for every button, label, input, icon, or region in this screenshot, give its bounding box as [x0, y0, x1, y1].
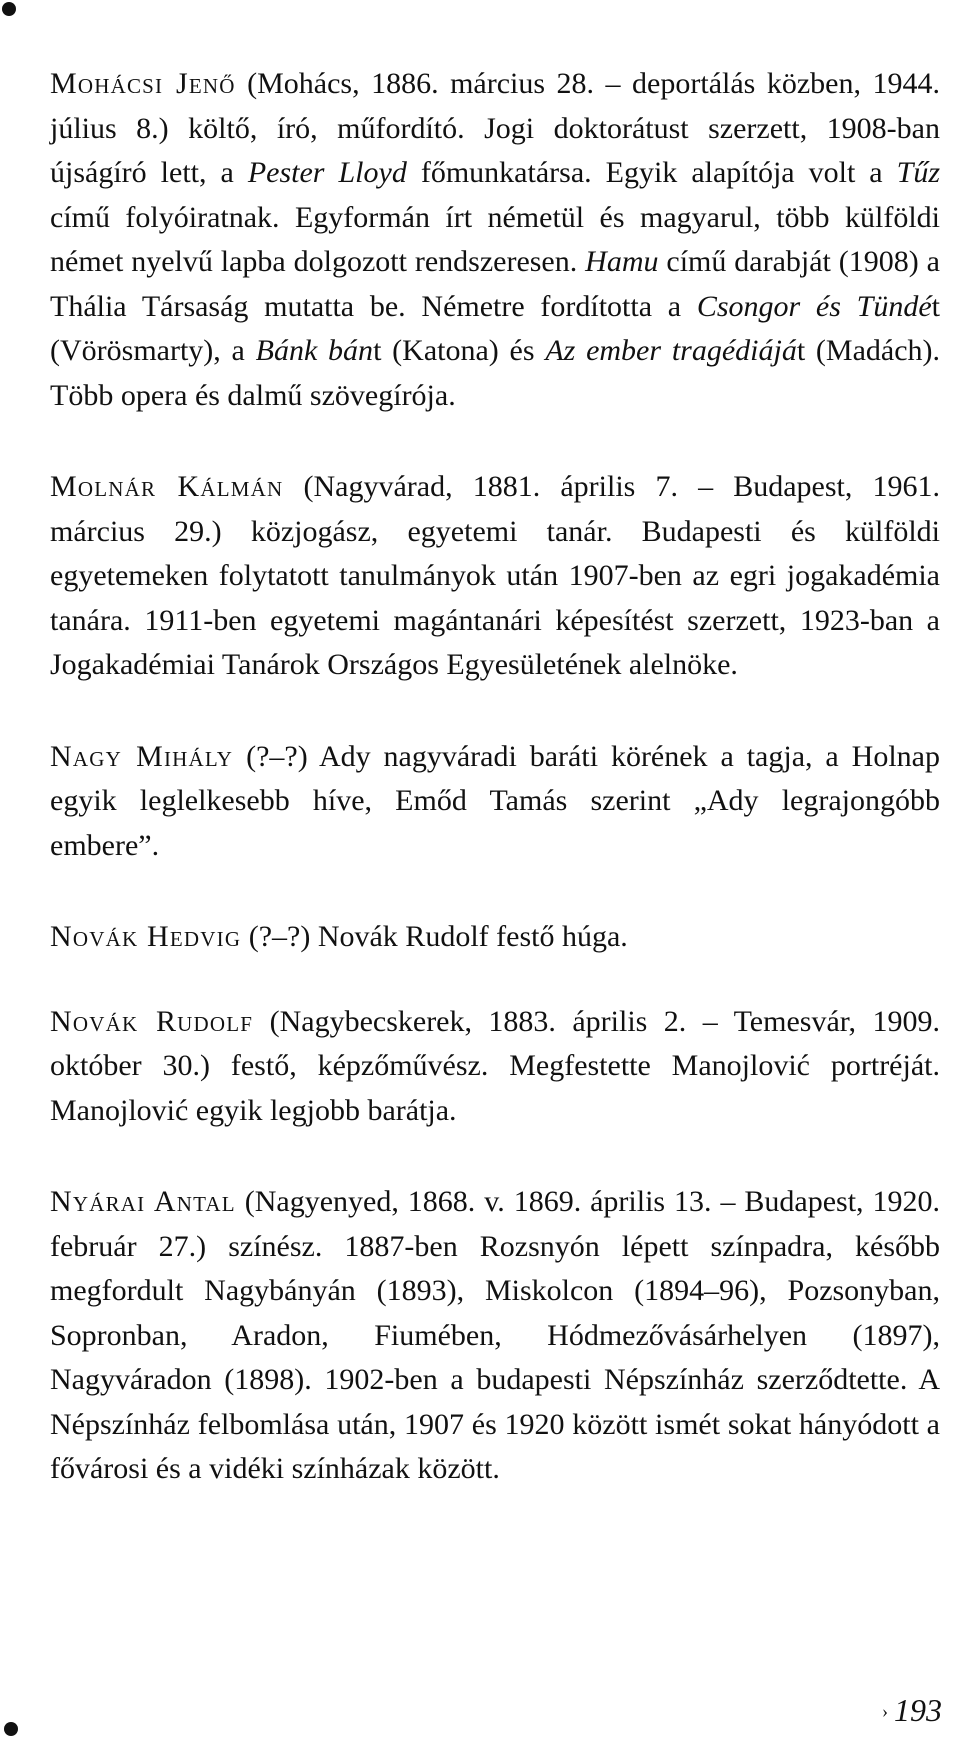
bullet-mark-top — [2, 2, 16, 16]
entry-name: Novák Hedvig — [50, 920, 242, 953]
page-number: 193 — [894, 1692, 942, 1728]
entry-text: (Nagybecskerek, 1883. április 2. – Temesvár, 1909. október 30.) festő, képzőművész. Megfestette Manojlović portréját. Manojlović egyik legjobb barátja. — [50, 1004, 940, 1127]
entry-text: t (Katona) és — [373, 334, 546, 367]
entry-text: főmunkatársa. Egyik alapítója volt a — [406, 156, 897, 189]
entry-text: című folyóiratnak. Egyformán írt németül és magyarul, több külföldi német nyelvű lapba dolgozott rendszeresen. — [50, 200, 940, 278]
entry-text: t (Vörösmarty), a — [50, 289, 940, 367]
entry-novak-hedvig — [50, 915, 940, 960]
entry-novak-rudolf — [50, 1000, 940, 1134]
entry-mohacsi-jeno — [50, 62, 940, 418]
entry-text: (Nagyenyed, 1868. v. 1869. április 13. – Budapest, 1920. február 27.) színész. 1887-ben Rozsnyón lépett színpadra, később megfordult Nagybányán (1893), Miskolcon (1894–96), Pozsonyban, Sopronban, Aradon, Fiumében, Hódmezővásárhelyen (1897), Nagyváradon (1898). 1902-ben a budapesti Népszínház szerződtette. A Népszínház felbomlása után, 1907 és 1920 között ismét sokat hányódott a fővárosi és a vidéki színházak között. — [50, 1185, 940, 1485]
work-title: Csongor és Tündé — [696, 289, 932, 323]
entry-text: t (Madách). Több opera és dalmű szövegírója. — [50, 334, 941, 412]
entry-text: (?–?) Ady nagyváradi baráti körének a tagja, a Holnap egyik leglelkesebb híve, Emőd Tamás szerint „Ady legrajongóbb embere”. — [50, 739, 940, 862]
work-title: Az ember tragédiájá — [545, 334, 797, 367]
entry-nagy-mihaly — [50, 735, 940, 869]
work-title: Hamu — [585, 245, 659, 278]
work-title: Bánk bán — [255, 334, 374, 367]
entry-molnar-kalman — [50, 465, 940, 688]
biography-entries — [50, 62, 940, 1539]
work-title: Pester Lloyd — [247, 156, 407, 189]
entry-text: (?–?) Novák Rudolf festő húga. — [241, 920, 628, 953]
entry-name: Nyárai Antal — [50, 1185, 236, 1218]
entry-name: Mohácsi Jenő — [50, 67, 236, 100]
page-footer — [882, 1692, 942, 1729]
entry-name: Novák Rudolf — [50, 1004, 254, 1038]
entry-text: (Nagyvárad, 1881. április 7. – Budapest, 1961. március 29.) közjogász, egyetemi tanár. Budapesti és külföldi egyetemeken folytatott tanulmányok után 1907-ben az egri jogakadémia tanára. 1911-ben egyetemi magántanári képesítést szerzett, 1923-ban a Jogakadémiai Tanárok Országos Egyesületének alelnöke. — [50, 470, 940, 681]
entry-text: (Mohács, 1886. március 28. – deportálás közben, 1944. július 8.) költő, író, műfordító. Jogi doktorátust szerzett, 1908-ban újságíró lett, a — [50, 67, 940, 189]
entry-name: Nagy Mihály — [50, 739, 234, 773]
entry-nyarai-antal — [50, 1180, 940, 1492]
work-title: Tűz — [896, 156, 940, 189]
chevron-right-icon: › — [882, 1700, 888, 1721]
entry-name: Molnár Kálmán — [50, 470, 284, 503]
entry-text: című darabját (1908) a Thália Társaság mutatta be. Németre fordította a — [50, 245, 940, 323]
bullet-mark-bottom — [4, 1722, 18, 1736]
